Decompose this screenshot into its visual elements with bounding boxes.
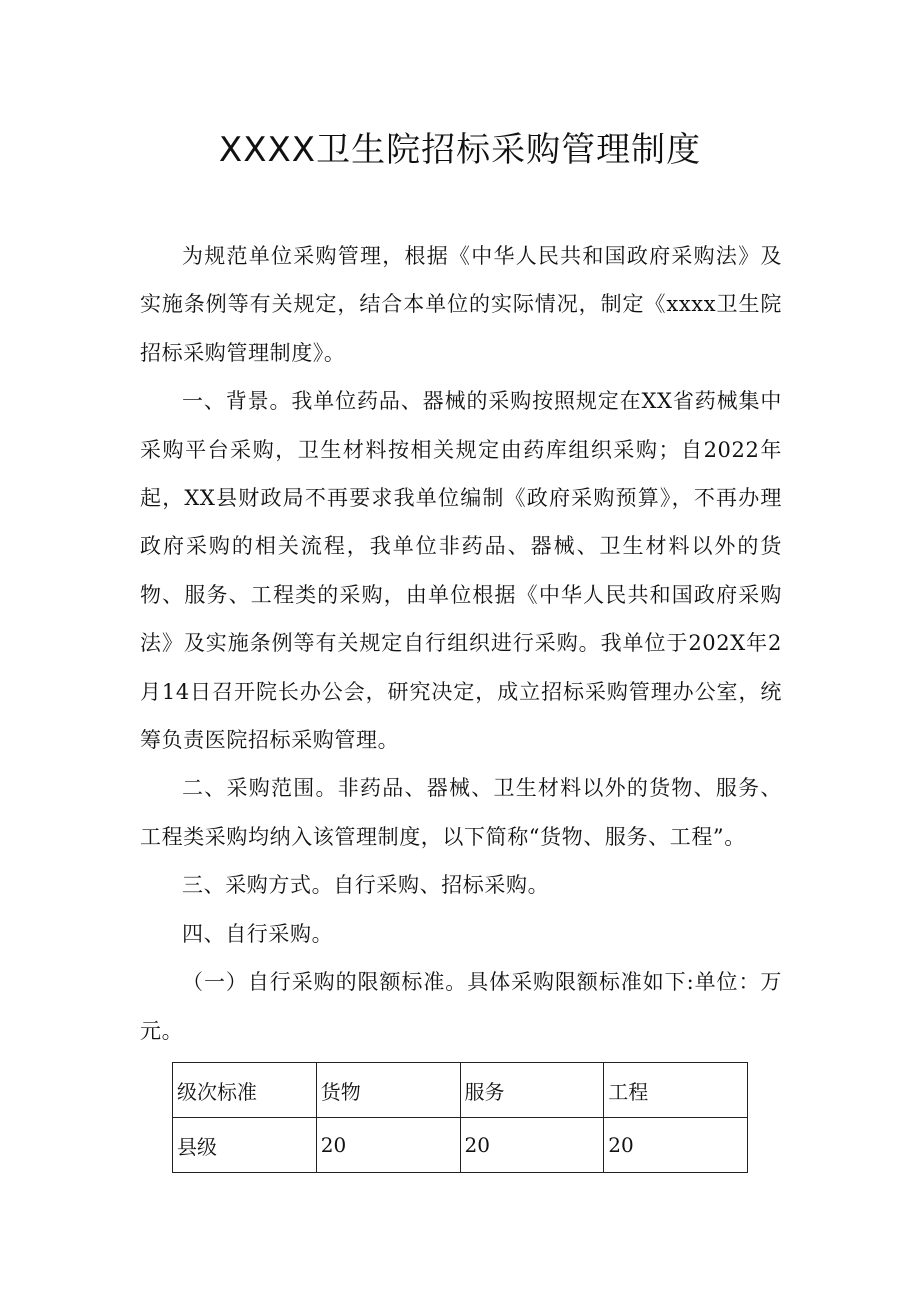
table-header-cell: 服务 [460,1063,604,1118]
paragraph-intro: 为规范单位采购管理，根据《中华人民共和国政府采购法》及实施条例等有关规定，结合本单位的实际情况，制定《xxxx卫生院招标采购管理制度》。 [140,244,782,365]
table-row [173,1118,748,1173]
table-header-cell: 级次标准 [173,1063,317,1118]
table-header-cell: 货物 [316,1063,460,1118]
paragraph-self-procurement: 四、自行采购。 [182,921,334,946]
document-title: XXXX卫生院招标采购管理制度 [218,130,702,170]
table-cell: 20 [316,1118,460,1173]
table-header-cell: 工程 [604,1063,748,1118]
paragraph-background: 一、背景。我单位药品、器械的采购按照规定在XX省药械集中采购平台采购，卫生材料按相关规定由药库组织采购；自2022年起，XX县财政局不再要求我单位编制《政府采购预算》，不再办理政府采购的相关流程，我单位非药品、器械、卫生材料以外的货物、服务、工程类的采购，由单位根据《中华人民共和国政府采购法》及实施条例等有关规定自行组织进行采购。我单位于202X年2月14日召开院长办公会，研究决定，成立招标采购管理办公室，统筹负责医院招标采购管理。 [140,389,782,753]
table-cell: 县级 [173,1118,317,1173]
limit-standard-table [172,1062,748,1173]
table-header-row [173,1063,748,1118]
paragraph-scope: 二、采购范围。非药品、器械、卫生材料以外的货物、服务、工程类采购均纳入该管理制度，以下简称“货物、服务、工程”。 [140,776,782,849]
table-cell: 20 [460,1118,604,1173]
table-cell: 20 [604,1118,748,1173]
paragraph-limit-standard: （一）自行采购的限额标准。具体采购限额标准如下:单位：万元。 [140,970,782,1043]
document-body [140,232,782,1055]
paragraph-methods: 三、采购方式。自行采购、招标采购。 [182,873,550,898]
